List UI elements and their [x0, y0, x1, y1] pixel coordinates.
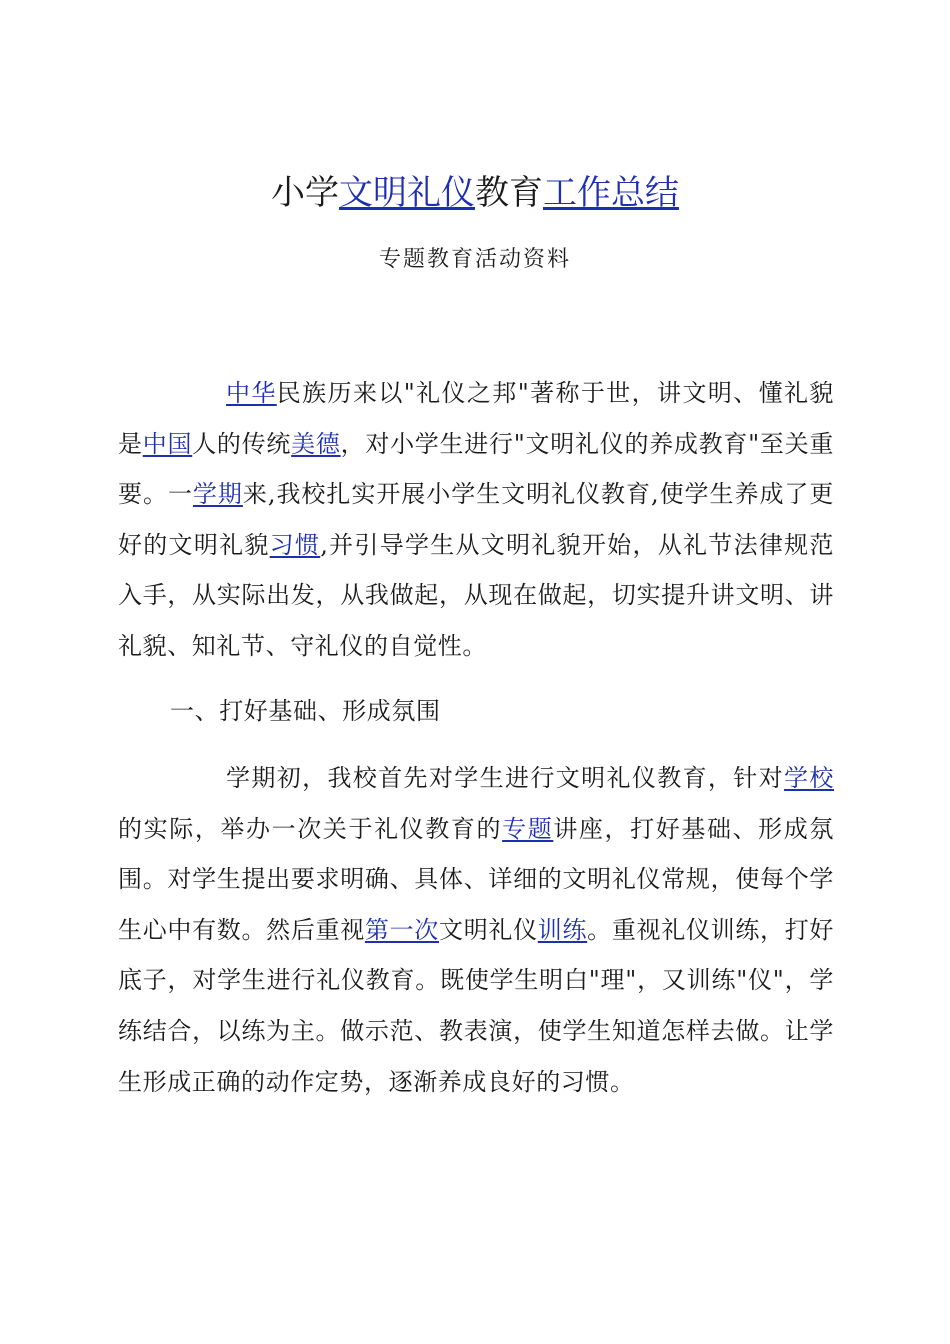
title-link-gongzuo-zongjie[interactable]: 工作总结 [543, 173, 679, 213]
title-text: 小学 [271, 173, 339, 213]
link-zhongguo[interactable]: 中国 [142, 429, 193, 458]
link-zhuanti[interactable]: 专题 [502, 814, 554, 843]
paragraph-text: 人的传统 [192, 429, 292, 458]
paragraph-text: 学期初，我校首先对学生进行文明礼仪教育，针对 [226, 764, 785, 792]
paragraph-text: 。重视礼仪训练，打好底子，对学生进行礼仪教育。既使学生明白"理"，又训练"仪"，学练结合，以练为主。做示范、教表演，使学生知道怎样去做。让学生形成正确的动作定势，逐渐养成良好的习惯。 [118, 915, 834, 1096]
paragraph-text: ，对小学生进行"文明礼仪的养成教育"至关重要。一 [118, 429, 834, 509]
link-xueqi[interactable]: 学期 [192, 480, 243, 509]
paragraph-intro [118, 368, 834, 672]
document-title [0, 166, 950, 220]
title-link-wenming-liyi[interactable]: 文明礼仪 [339, 173, 475, 213]
link-diyici[interactable]: 第一次 [364, 915, 439, 944]
paragraph-text: 的实际，举办一次关于礼仪教育的 [118, 814, 503, 843]
link-xuexiao[interactable]: 学校 [784, 764, 834, 792]
link-xunlian[interactable]: 训练 [537, 915, 588, 944]
paragraph-text: 讲座，打好基础、形成氛围。对学生提出要求明确、具体、详细的文明礼仪常规，使每个学生心中有数。然后重视 [118, 814, 834, 944]
paragraph-text: 来,我校扎实开展小学生文明礼仪教育,使学生养成了更好的文明礼貌 [118, 480, 835, 559]
paragraph-text: ,并引导学生从文明礼貌开始，从礼节法律规范入手，从实际出发，从我做起，从现在做起，切实提升讲文明、讲礼貌、知礼节、守礼仪的自觉性。 [118, 530, 834, 660]
paragraph-section-1 [118, 753, 834, 1107]
link-zhonghua[interactable]: 中华 [226, 379, 277, 407]
title-text: 教育 [475, 173, 543, 213]
link-xiguan[interactable]: 习惯 [269, 530, 321, 559]
paragraph-text: 文明礼仪 [439, 915, 538, 944]
section-heading-1: 一、打好基础、形成氛围 [170, 697, 441, 725]
paragraph-text: 民族历来以"礼仪之邦"著称于世，讲文明、懂礼貌是 [118, 379, 834, 458]
document-subtitle: 专题教育活动资料 [378, 247, 571, 272]
link-meide[interactable]: 美德 [291, 429, 341, 458]
